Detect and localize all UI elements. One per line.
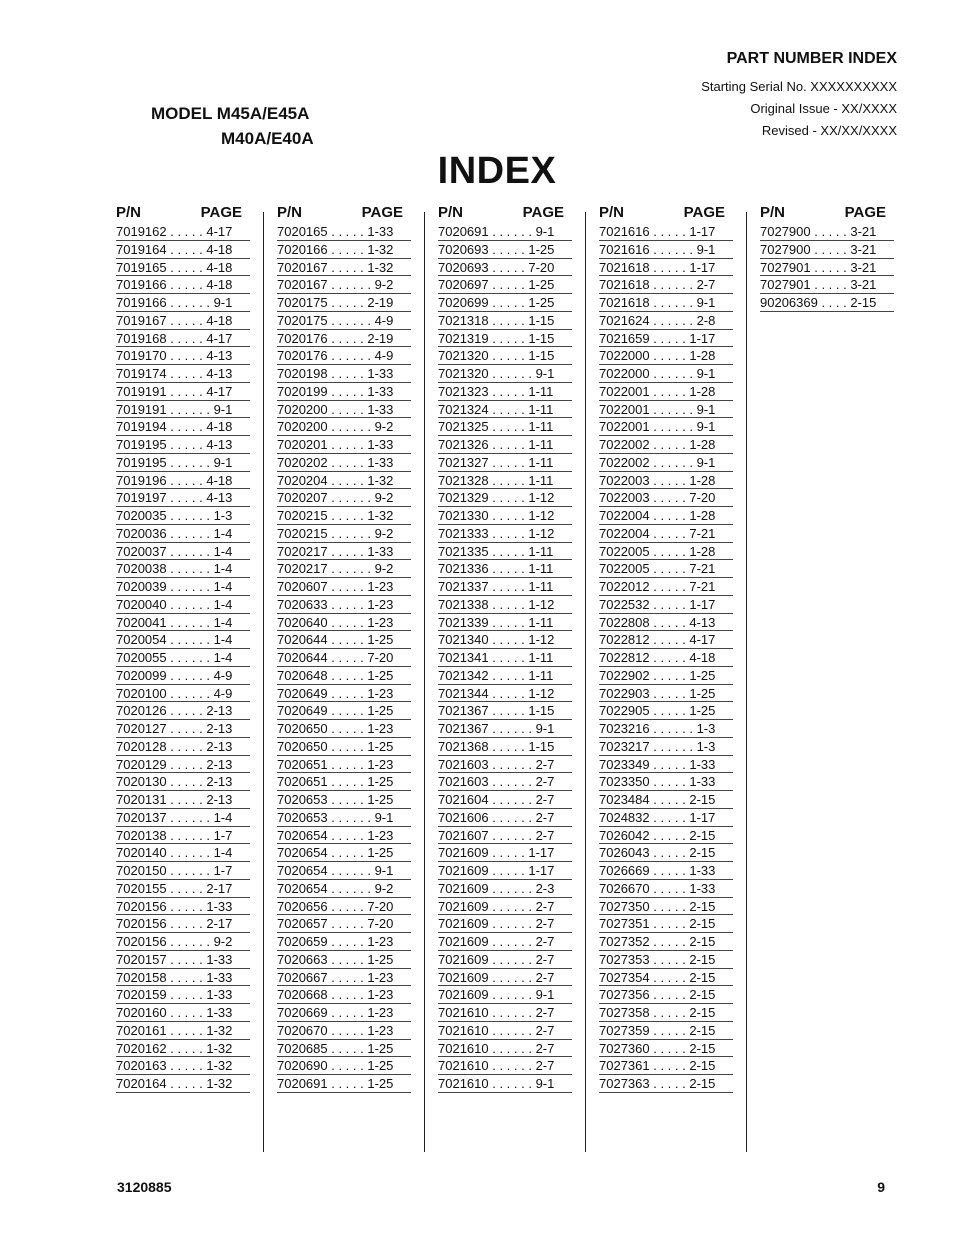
serial-line: Starting Serial No. XXXXXXXXXX [701,79,897,94]
index-entry: 7020691 . . . . . 1-25 [277,1075,411,1093]
index-entry: 7022004 . . . . . 1-28 [599,507,733,525]
index-entry: 7019194 . . . . . 4-18 [116,418,250,436]
index-entry: 7021609 . . . . . . 2-7 [438,898,572,916]
column-header [599,204,733,223]
pn-header: P/N [116,204,142,221]
index-entry: 7021336 . . . . . 1-11 [438,560,572,578]
index-entry: 7021603 . . . . . . 2-7 [438,773,572,791]
index-entry: 7022902 . . . . . 1-25 [599,667,733,685]
index-entry: 7020199 . . . . . 1-33 [277,383,411,401]
index-entry: 7020037 . . . . . . 1-4 [116,543,250,561]
pn-header: P/N [277,204,303,221]
index-entry: 7019195 . . . . . . 9-1 [116,454,250,472]
index-entry: 7019164 . . . . . 4-18 [116,241,250,259]
index-entry: 7027900 . . . . . 3-21 [760,223,894,241]
index-entry: 7020150 . . . . . . 1-7 [116,862,250,880]
index-entry: 7020126 . . . . . 2-13 [116,702,250,720]
index-entry: 7020654 . . . . . 1-25 [277,844,411,862]
column-header [438,204,572,223]
index-entry: 7019162 . . . . . 4-17 [116,223,250,241]
index-entry: 7021609 . . . . . 1-17 [438,844,572,862]
page-header: PAGE [683,204,725,221]
index-entry: 7021335 . . . . . 1-11 [438,543,572,561]
index-entry: 7020131 . . . . . 2-13 [116,791,250,809]
index-entry: 7020158 . . . . . 1-33 [116,969,250,987]
index-entry: 7019166 . . . . . . 9-1 [116,294,250,312]
model-block [151,101,314,151]
index-entry: 7021603 . . . . . . 2-7 [438,756,572,774]
index-entry: 7020690 . . . . . 1-25 [277,1057,411,1075]
index-entry: 7021610 . . . . . . 2-7 [438,1004,572,1022]
index-entry: 7022005 . . . . . 1-28 [599,543,733,561]
index-column [277,204,411,1093]
index-entry: 7020644 . . . . . 1-25 [277,631,411,649]
index-entry: 7022004 . . . . . 7-21 [599,525,733,543]
index-entry: 7027359 . . . . . 2-15 [599,1022,733,1040]
index-entry: 7027363 . . . . . 2-15 [599,1075,733,1093]
index-entry: 7020657 . . . . . 7-20 [277,915,411,933]
header-block [701,50,897,142]
index-entry: 7022005 . . . . . 7-21 [599,560,733,578]
index-entry: 7026042 . . . . . 2-15 [599,827,733,845]
revised-line: Revised - XX/XX/XXXX [761,123,897,138]
pn-header: P/N [438,204,464,221]
index-entry: 7020201 . . . . . 1-33 [277,436,411,454]
index-entry: 7020100 . . . . . . 4-9 [116,685,250,703]
index-entry: 7027901 . . . . . 3-21 [760,276,894,294]
index-entry: 7019168 . . . . . 4-17 [116,330,250,348]
index-entry: 7027901 . . . . . 3-21 [760,259,894,277]
index-entry: 7021319 . . . . . 1-15 [438,330,572,348]
index-entry: 7021318 . . . . . 1-15 [438,312,572,330]
index-entry: 7020156 . . . . . . 9-2 [116,933,250,951]
column-header [277,204,411,223]
index-entry: 7020651 . . . . . 1-25 [277,773,411,791]
index-entry: 7022000 . . . . . . 9-1 [599,365,733,383]
index-entry: 7020138 . . . . . . 1-7 [116,827,250,845]
index-entry: 7027351 . . . . . 2-15 [599,915,733,933]
index-entry: 7021609 . . . . . . 9-1 [438,986,572,1004]
index-entry: 7020099 . . . . . . 4-9 [116,667,250,685]
index-entry: 7020697 . . . . . 1-25 [438,276,572,294]
index-entry: 7022001 . . . . . 1-28 [599,383,733,401]
index-entry: 7020663 . . . . . 1-25 [277,951,411,969]
index-entry: 7021616 . . . . . 1-17 [599,223,733,241]
index-entry: 7023484 . . . . . 2-15 [599,791,733,809]
index-entry: 7022002 . . . . . . 9-1 [599,454,733,472]
index-entry: 7020654 . . . . . . 9-2 [277,880,411,898]
index-entry: 7020654 . . . . . . 9-1 [277,862,411,880]
index-entry: 7020167 . . . . . 1-32 [277,259,411,277]
index-entry: 7020691 . . . . . . 9-1 [438,223,572,241]
index-entry: 7019165 . . . . . 4-18 [116,259,250,277]
index-entry: 7020137 . . . . . . 1-4 [116,809,250,827]
index-entry: 7020654 . . . . . 1-23 [277,827,411,845]
index-entry: 7020215 . . . . . . 9-2 [277,525,411,543]
index-entry: 7021323 . . . . . 1-11 [438,383,572,401]
page-header: PAGE [200,204,242,221]
index-entry: 7021609 . . . . . . 2-7 [438,969,572,987]
index-entry: 7020167 . . . . . . 9-2 [277,276,411,294]
index-entry: 7020200 . . . . . . 9-2 [277,418,411,436]
index-entry: 7019170 . . . . . 4-13 [116,347,250,365]
column-divider [263,212,264,1152]
index-column [760,204,894,312]
index-entry: 7021609 . . . . . 1-17 [438,862,572,880]
index-entry: 7020200 . . . . . 1-33 [277,401,411,419]
index-entry: 7020127 . . . . . 2-13 [116,720,250,738]
index-entry: 7020160 . . . . . 1-33 [116,1004,250,1022]
index-entry: 7020669 . . . . . 1-23 [277,1004,411,1022]
index-entry: 7021342 . . . . . 1-11 [438,667,572,685]
index-entry: 7020653 . . . . . . 9-1 [277,809,411,827]
index-entry: 7021328 . . . . . 1-11 [438,472,572,490]
page-title: INDEX [437,150,557,192]
index-entry: 7020640 . . . . . 1-23 [277,614,411,632]
index-entry: 7021324 . . . . . 1-11 [438,401,572,419]
index-entry: 7020217 . . . . . . 9-2 [277,560,411,578]
index-entry: 7020155 . . . . . 2-17 [116,880,250,898]
index-entry: 7027350 . . . . . 2-15 [599,898,733,916]
index-entry: 7022003 . . . . . 7-20 [599,489,733,507]
model-line-1: MODEL M45A/E45A [151,104,310,123]
index-entry: 7020607 . . . . . 1-23 [277,578,411,596]
index-entry: 7022532 . . . . . 1-17 [599,596,733,614]
index-entry: 7020036 . . . . . . 1-4 [116,525,250,543]
index-entry: 7020164 . . . . . 1-32 [116,1075,250,1093]
index-entry: 7020129 . . . . . 2-13 [116,756,250,774]
index-entry: 7020650 . . . . . 1-23 [277,720,411,738]
index-entry: 7022002 . . . . . 1-28 [599,436,733,454]
index-entry: 7021325 . . . . . 1-11 [438,418,572,436]
index-column [599,204,733,1093]
index-entry: 7020649 . . . . . 1-25 [277,702,411,720]
header-title: PART NUMBER INDEX [726,50,897,67]
index-entry: 7020162 . . . . . 1-32 [116,1040,250,1058]
index-entry: 7021659 . . . . . 1-17 [599,330,733,348]
index-entry: 7021368 . . . . . 1-15 [438,738,572,756]
index-entry: 7021618 . . . . . . 2-7 [599,276,733,294]
index-entry: 7020644 . . . . . 7-20 [277,649,411,667]
pn-header: P/N [760,204,786,221]
pn-header: P/N [599,204,625,221]
index-entry: 7027354 . . . . . 2-15 [599,969,733,987]
index-entry: 7027900 . . . . . 3-21 [760,241,894,259]
index-entry: 7021340 . . . . . 1-12 [438,631,572,649]
index-entry: 7019196 . . . . . 4-18 [116,472,250,490]
index-entry: 7020156 . . . . . 2-17 [116,915,250,933]
index-entry: 7020668 . . . . . 1-23 [277,986,411,1004]
model-line-2: M40A/E40A [221,129,314,148]
index-entry: 7021607 . . . . . . 2-7 [438,827,572,845]
index-entry: 7022903 . . . . . 1-25 [599,685,733,703]
index-entry: 7020670 . . . . . 1-23 [277,1022,411,1040]
index-entry: 7021616 . . . . . . 9-1 [599,241,733,259]
index-entry: 7023217 . . . . . . 1-3 [599,738,733,756]
index-entry: 7020693 . . . . . 1-25 [438,241,572,259]
index-entry: 7020128 . . . . . 2-13 [116,738,250,756]
index-entry: 7021618 . . . . . . 9-1 [599,294,733,312]
index-entry: 7021320 . . . . . . 9-1 [438,365,572,383]
index-entry: 7021610 . . . . . . 9-1 [438,1075,572,1093]
column-header [760,204,894,223]
index-entry: 7020140 . . . . . . 1-4 [116,844,250,862]
index-entry: 7021330 . . . . . 1-12 [438,507,572,525]
index-entry: 7027358 . . . . . 2-15 [599,1004,733,1022]
index-entry: 7027356 . . . . . 2-15 [599,986,733,1004]
index-entry: 7019167 . . . . . 4-18 [116,312,250,330]
index-entry: 7022812 . . . . . 4-17 [599,631,733,649]
index-entry: 7020159 . . . . . 1-33 [116,986,250,1004]
index-entry: 7021341 . . . . . 1-11 [438,649,572,667]
index-entry: 7021320 . . . . . 1-15 [438,347,572,365]
index-entry: 7019174 . . . . . 4-13 [116,365,250,383]
index-entry: 7020649 . . . . . 1-23 [277,685,411,703]
original-issue-line: Original Issue - XX/XXXX [750,101,897,116]
index-entry: 7022808 . . . . . 4-13 [599,614,733,632]
index-entry: 7020165 . . . . . 1-33 [277,223,411,241]
page-header: PAGE [844,204,886,221]
document-number: 3120885 [117,1179,172,1195]
index-column [116,204,250,1093]
index-entry: 7020163 . . . . . 1-32 [116,1057,250,1075]
index-entry: 7020659 . . . . . 1-23 [277,933,411,951]
index-entry: 7021609 . . . . . . 2-7 [438,915,572,933]
index-entry: 7019191 . . . . . . 9-1 [116,401,250,419]
index-entry: 7022003 . . . . . 1-28 [599,472,733,490]
index-entry: 7020038 . . . . . . 1-4 [116,560,250,578]
index-entry: 7021327 . . . . . 1-11 [438,454,572,472]
index-entry: 7020656 . . . . . 7-20 [277,898,411,916]
index-entry: 7020157 . . . . . 1-33 [116,951,250,969]
index-entry: 7020175 . . . . . 2-19 [277,294,411,312]
index-entry: 7021338 . . . . . 1-12 [438,596,572,614]
index-entry: 7020035 . . . . . . 1-3 [116,507,250,525]
index-entry: 7020156 . . . . . 1-33 [116,898,250,916]
page-number: 9 [877,1179,885,1195]
index-entry: 7021610 . . . . . . 2-7 [438,1040,572,1058]
index-entry: 7020685 . . . . . 1-25 [277,1040,411,1058]
index-entry: 7020039 . . . . . . 1-4 [116,578,250,596]
index-entry: 7026043 . . . . . 2-15 [599,844,733,862]
index-entry: 7020633 . . . . . 1-23 [277,596,411,614]
index-entry: 7022905 . . . . . 1-25 [599,702,733,720]
index-entry: 7019197 . . . . . 4-13 [116,489,250,507]
index-entry: 7021339 . . . . . 1-11 [438,614,572,632]
index-entry: 7020699 . . . . . 1-25 [438,294,572,312]
index-entry: 7020040 . . . . . . 1-4 [116,596,250,614]
index-entry: 7026669 . . . . . 1-33 [599,862,733,880]
index-entry: 7021604 . . . . . . 2-7 [438,791,572,809]
index-entry: 7021344 . . . . . 1-12 [438,685,572,703]
index-entry: 7020041 . . . . . . 1-4 [116,614,250,632]
index-entry: 7020693 . . . . . 7-20 [438,259,572,277]
index-entry: 7020202 . . . . . 1-33 [277,454,411,472]
index-entry: 7027361 . . . . . 2-15 [599,1057,733,1075]
index-entry: 7021326 . . . . . 1-11 [438,436,572,454]
index-entry: 7026670 . . . . . 1-33 [599,880,733,898]
index-entry: 7021610 . . . . . . 2-7 [438,1022,572,1040]
index-entry: 7021609 . . . . . . 2-7 [438,951,572,969]
index-entry: 7023349 . . . . . 1-33 [599,756,733,774]
index-entry: 7022001 . . . . . . 9-1 [599,401,733,419]
index-entry: 7020217 . . . . . 1-33 [277,543,411,561]
index-entry: 7021367 . . . . . 1-15 [438,702,572,720]
index-entry: 7020650 . . . . . 1-25 [277,738,411,756]
index-entry: 7020175 . . . . . . 4-9 [277,312,411,330]
column-divider [585,212,586,1152]
column-header [116,204,250,223]
index-entry: 7022000 . . . . . 1-28 [599,347,733,365]
index-entry: 7021609 . . . . . . 2-3 [438,880,572,898]
page-header: PAGE [361,204,403,221]
index-entry: 7020651 . . . . . 1-23 [277,756,411,774]
index-entry: 7020161 . . . . . 1-32 [116,1022,250,1040]
index-entry: 7023216 . . . . . . 1-3 [599,720,733,738]
index-entry: 7019191 . . . . . 4-17 [116,383,250,401]
index-entry: 7021337 . . . . . 1-11 [438,578,572,596]
index-entry: 7022001 . . . . . . 9-1 [599,418,733,436]
index-entry: 7020176 . . . . . 2-19 [277,330,411,348]
index-entry: 7020667 . . . . . 1-23 [277,969,411,987]
page-header: PAGE [522,204,564,221]
index-entry: 7020653 . . . . . 1-25 [277,791,411,809]
index-entry: 7021333 . . . . . 1-12 [438,525,572,543]
index-entry: 7022812 . . . . . 4-18 [599,649,733,667]
index-entry: 7022012 . . . . . 7-21 [599,578,733,596]
index-entry: 7027353 . . . . . 2-15 [599,951,733,969]
index-entry: 90206369 . . . . 2-15 [760,294,894,312]
column-divider [746,212,747,1152]
index-entry: 7021609 . . . . . . 2-7 [438,933,572,951]
index-entry: 7020204 . . . . . 1-32 [277,472,411,490]
index-entry: 7027360 . . . . . 2-15 [599,1040,733,1058]
index-entry: 7019166 . . . . . 4-18 [116,276,250,294]
index-entry: 7020648 . . . . . 1-25 [277,667,411,685]
column-divider [424,212,425,1152]
index-entry: 7020215 . . . . . 1-32 [277,507,411,525]
index-entry: 7027352 . . . . . 2-15 [599,933,733,951]
index-entry: 7021367 . . . . . . 9-1 [438,720,572,738]
index-entry: 7021606 . . . . . . 2-7 [438,809,572,827]
index-column [438,204,572,1093]
index-entry: 7020130 . . . . . 2-13 [116,773,250,791]
index-entry: 7021618 . . . . . 1-17 [599,259,733,277]
index-entry: 7021610 . . . . . . 2-7 [438,1057,572,1075]
index-entry: 7020055 . . . . . . 1-4 [116,649,250,667]
index-entry: 7020176 . . . . . . 4-9 [277,347,411,365]
index-entry: 7020054 . . . . . . 1-4 [116,631,250,649]
index-entry: 7019195 . . . . . 4-13 [116,436,250,454]
index-entry: 7023350 . . . . . 1-33 [599,773,733,791]
index-entry: 7020198 . . . . . 1-33 [277,365,411,383]
index-entry: 7021624 . . . . . . 2-8 [599,312,733,330]
index-entry: 7020207 . . . . . . 9-2 [277,489,411,507]
index-entry: 7020166 . . . . . 1-32 [277,241,411,259]
index-entry: 7021329 . . . . . 1-12 [438,489,572,507]
index-entry: 7024832 . . . . . 1-17 [599,809,733,827]
